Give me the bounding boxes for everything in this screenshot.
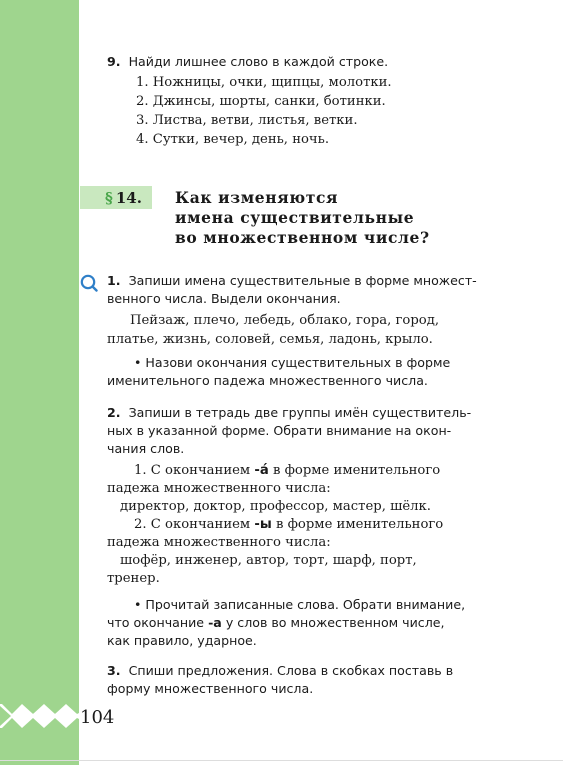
section-title-line: во множественном числе? [175, 228, 430, 247]
ending-y: -ы [254, 517, 272, 532]
exercise-2-group-2-words: тренер. [107, 571, 160, 586]
exercise-1-task: именительного падежа множественного числа. [107, 373, 428, 388]
exercise-9-number: 9. [107, 54, 121, 69]
exercise-2-number: 2. [107, 405, 121, 420]
diamond-ornament [0, 704, 79, 728]
exercise-1-number: 1. [107, 273, 121, 288]
ending-a-bold: -а [208, 615, 222, 630]
exercise-9-row: 2. Джинсы, шорты, санки, ботинки. [136, 94, 386, 109]
exercise-2-task: как правило, ударное. [107, 633, 257, 648]
section-title [175, 188, 430, 248]
exercise-2-group-2-words: шофёр, инженер, автор, торт, шарф, порт, [120, 553, 417, 568]
exercise-1-words: платье, жизнь, соловей, семья, ладонь, крыло. [107, 332, 433, 347]
page-margin-stripe [0, 0, 79, 765]
bottom-divider [0, 760, 563, 761]
exercise-2-group-1-words: директор, доктор, профессор, мастер, шёлк. [120, 499, 431, 514]
exercise-1-words: Пейзаж, плечо, лебедь, облако, гора, город, [130, 313, 440, 328]
section-title-line: имена существительные [175, 208, 415, 227]
exercise-3-number: 3. [107, 663, 121, 678]
exercise-1-prompt-line: венного числа. Выдели окончания. [107, 291, 341, 306]
page-number: 104 [80, 707, 115, 728]
exercise-2-group-1-line: падежа множественного числа: [107, 481, 331, 496]
exercise-2-group-2-heading: 2. С окончанием -ы в форме именительного [134, 517, 444, 532]
exercise-2-task: • Прочитай записанные слова. Обрати внимание, [134, 597, 466, 612]
exercise-2-task: что окончание -а у слов во множественном числе, [107, 615, 445, 630]
exercise-1-prompt: 1. Запиши имена существительные в форме множест- [107, 273, 477, 288]
paragraph-symbol: § [105, 189, 113, 207]
exercise-2-group-2-line: падежа множественного числа: [107, 535, 331, 550]
exercise-3-prompt: 3. Спиши предложения. Слова в скобках поставь в [107, 663, 454, 678]
exercise-9-row: 3. Листва, ветви, листья, ветки. [136, 113, 358, 128]
exercise-2-group-1-heading: 1. С окончанием -á в форме именительного [134, 463, 441, 478]
exercise-2-prompt-line: чания слов. [107, 441, 185, 456]
ending-a: -á [254, 463, 269, 478]
section-number: § 14. [105, 189, 142, 207]
exercise-9-prompt [107, 54, 388, 69]
exercise-3-prompt-line: форму множественного числа. [107, 681, 314, 696]
exercise-1-task: • Назови окончания существительных в форме [134, 355, 451, 370]
section-title-line: Как изменяются [175, 188, 339, 207]
exercise-9-row: 1. Ножницы, очки, щипцы, молотки. [136, 75, 392, 90]
exercise-2-prompt-line: ных в указанной форме. Обрати внимание на окон- [107, 423, 452, 438]
search-question-icon [80, 274, 98, 292]
exercise-9-row: 4. Сутки, вечер, день, ночь. [136, 132, 330, 147]
exercise-9-text: Найди лишнее слово в каждой строке. [128, 54, 389, 69]
exercise-2-prompt: 2. Запиши в тетрадь две группы имён существитель- [107, 405, 472, 420]
